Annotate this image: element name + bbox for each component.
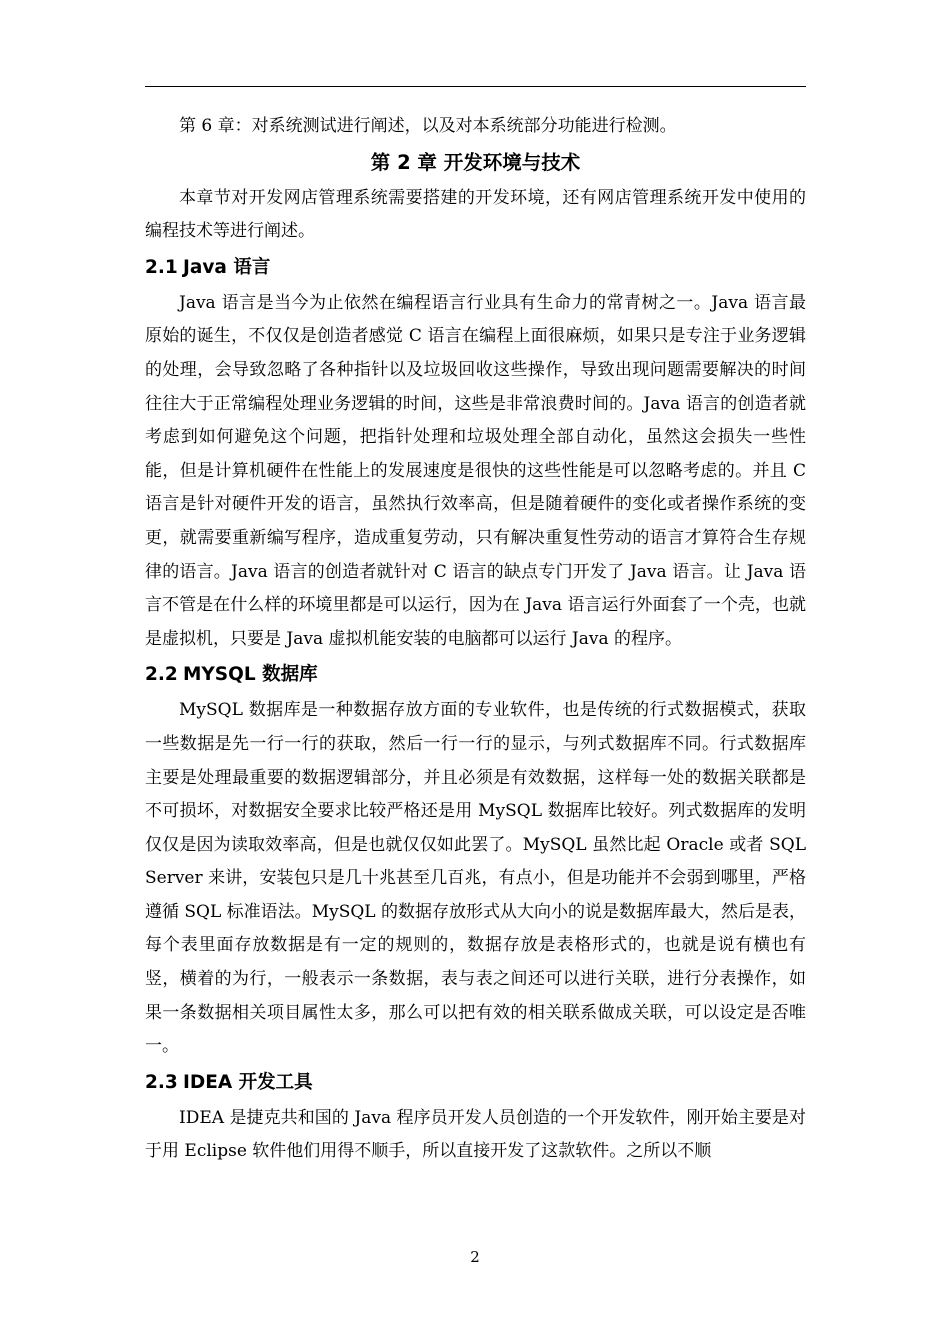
page-number: 2 [470, 1248, 480, 1266]
section-heading-2-1 [145, 249, 806, 287]
section-title: MYSQL 数据库 [183, 664, 318, 686]
section-body-2-1: Java 语言是当今为止依然在编程语言行业具有生命力的常青树之一。Java 语言最原始的诞生，不仅仅是创造者感觉 C 语言在编程上面很麻烦，如果只是专注于业务逻辑的处理，会导致忽略了各种指针以及垃圾回收这些操作，导致出现问题需要解决的时间往往大于正常编程处理业务逻辑的时间，这些是非常浪费时间的。Java 语言的创造者就考虑到如何避免这个问题，把指针处理和垃圾处理全部自动化，虽然这会损失一些性能，但是计算机硬件在性能上的发展速度是很快的这些性能是可以忽略考虑的。并且 C 语言是针对硬件开发的语言，虽然执行效率高，但是随着硬件的变化或者操作系统的变更，就需要重新编写程序，造成重复劳动，只有解决重复性劳动的语言才算符合生存规律的语言。Java 语言的创造者就针对 C 语言的缺点专门开发了 Java 语言。让 Java 语言不管是在什么样的环境里都是可以运行，因为在 Java 语言运行外面套了一个壳，也就是虚拟机，只要是 Java 虚拟机能安装的电脑都可以运行 Java 的程序。 [145, 292, 806, 649]
section-heading-2-3 [145, 1064, 806, 1102]
header-rule [145, 86, 806, 87]
section-title: IDEA 开发工具 [183, 1071, 313, 1093]
section-number: 2.1 [145, 256, 178, 278]
section-body-2-2: MySQL 数据库是一种数据存放方面的专业软件，也是传统的行式数据模式，获取一些数据是先一行一行的获取，然后一行一行的显示，与列式数据库不同。行式数据库主要是处理最重要的数据逻辑部分，并且必须是有效数据，这样每一处的数据关联都是不可损坏，对数据安全要求比较严格还是用 MySQL 数据库比较好。列式数据库的发明仅仅是因为读取效率高，但是也就仅仅如此罢了。MySQL 虽然比起 Oracle 或者 SQL Server 来讲，安装包只是几十兆甚至几百兆，有点小，但是功能并不会弱到哪里，严格遵循 SQL 标准语法。MySQL 的数据存放形式从大向小的说是数据库最大，然后是表，每个表里面存放数据是有一定的规则的，数据存放是表格形式的，也就是说有横也有竖，横着的为行，一般表示一条数据，表与表之间还可以进行关联，进行分表操作，如果一条数据相关项目属性太多，那么可以把有效的相关联系做成关联，可以设定是否唯一。 [145, 700, 806, 1057]
section-number: 2.3 [145, 1071, 178, 1093]
section-number: 2.2 [145, 664, 178, 686]
section-title: Java 语言 [183, 256, 271, 278]
page-body [145, 110, 806, 1169]
section-body-2-3: IDEA 是捷克共和国的 Java 程序员开发人员创造的一个开发软件，刚开始主要是对于用 Eclipse 软件他们用得不顺手，所以直接开发了这款软件。之所以不顺 [145, 1107, 806, 1162]
intro-line: 第 6 章：对系统测试进行阐述，以及对本系统部分功能进行检测。 [179, 116, 677, 136]
chapter-title: 第 2 章 开发环境与技术 [370, 150, 581, 174]
section-heading-2-2 [145, 656, 806, 694]
chapter-intro: 本章节对开发网店管理系统需要搭建的开发环境，还有网店管理系统开发中使用的编程技术等进行阐述。 [145, 187, 806, 242]
